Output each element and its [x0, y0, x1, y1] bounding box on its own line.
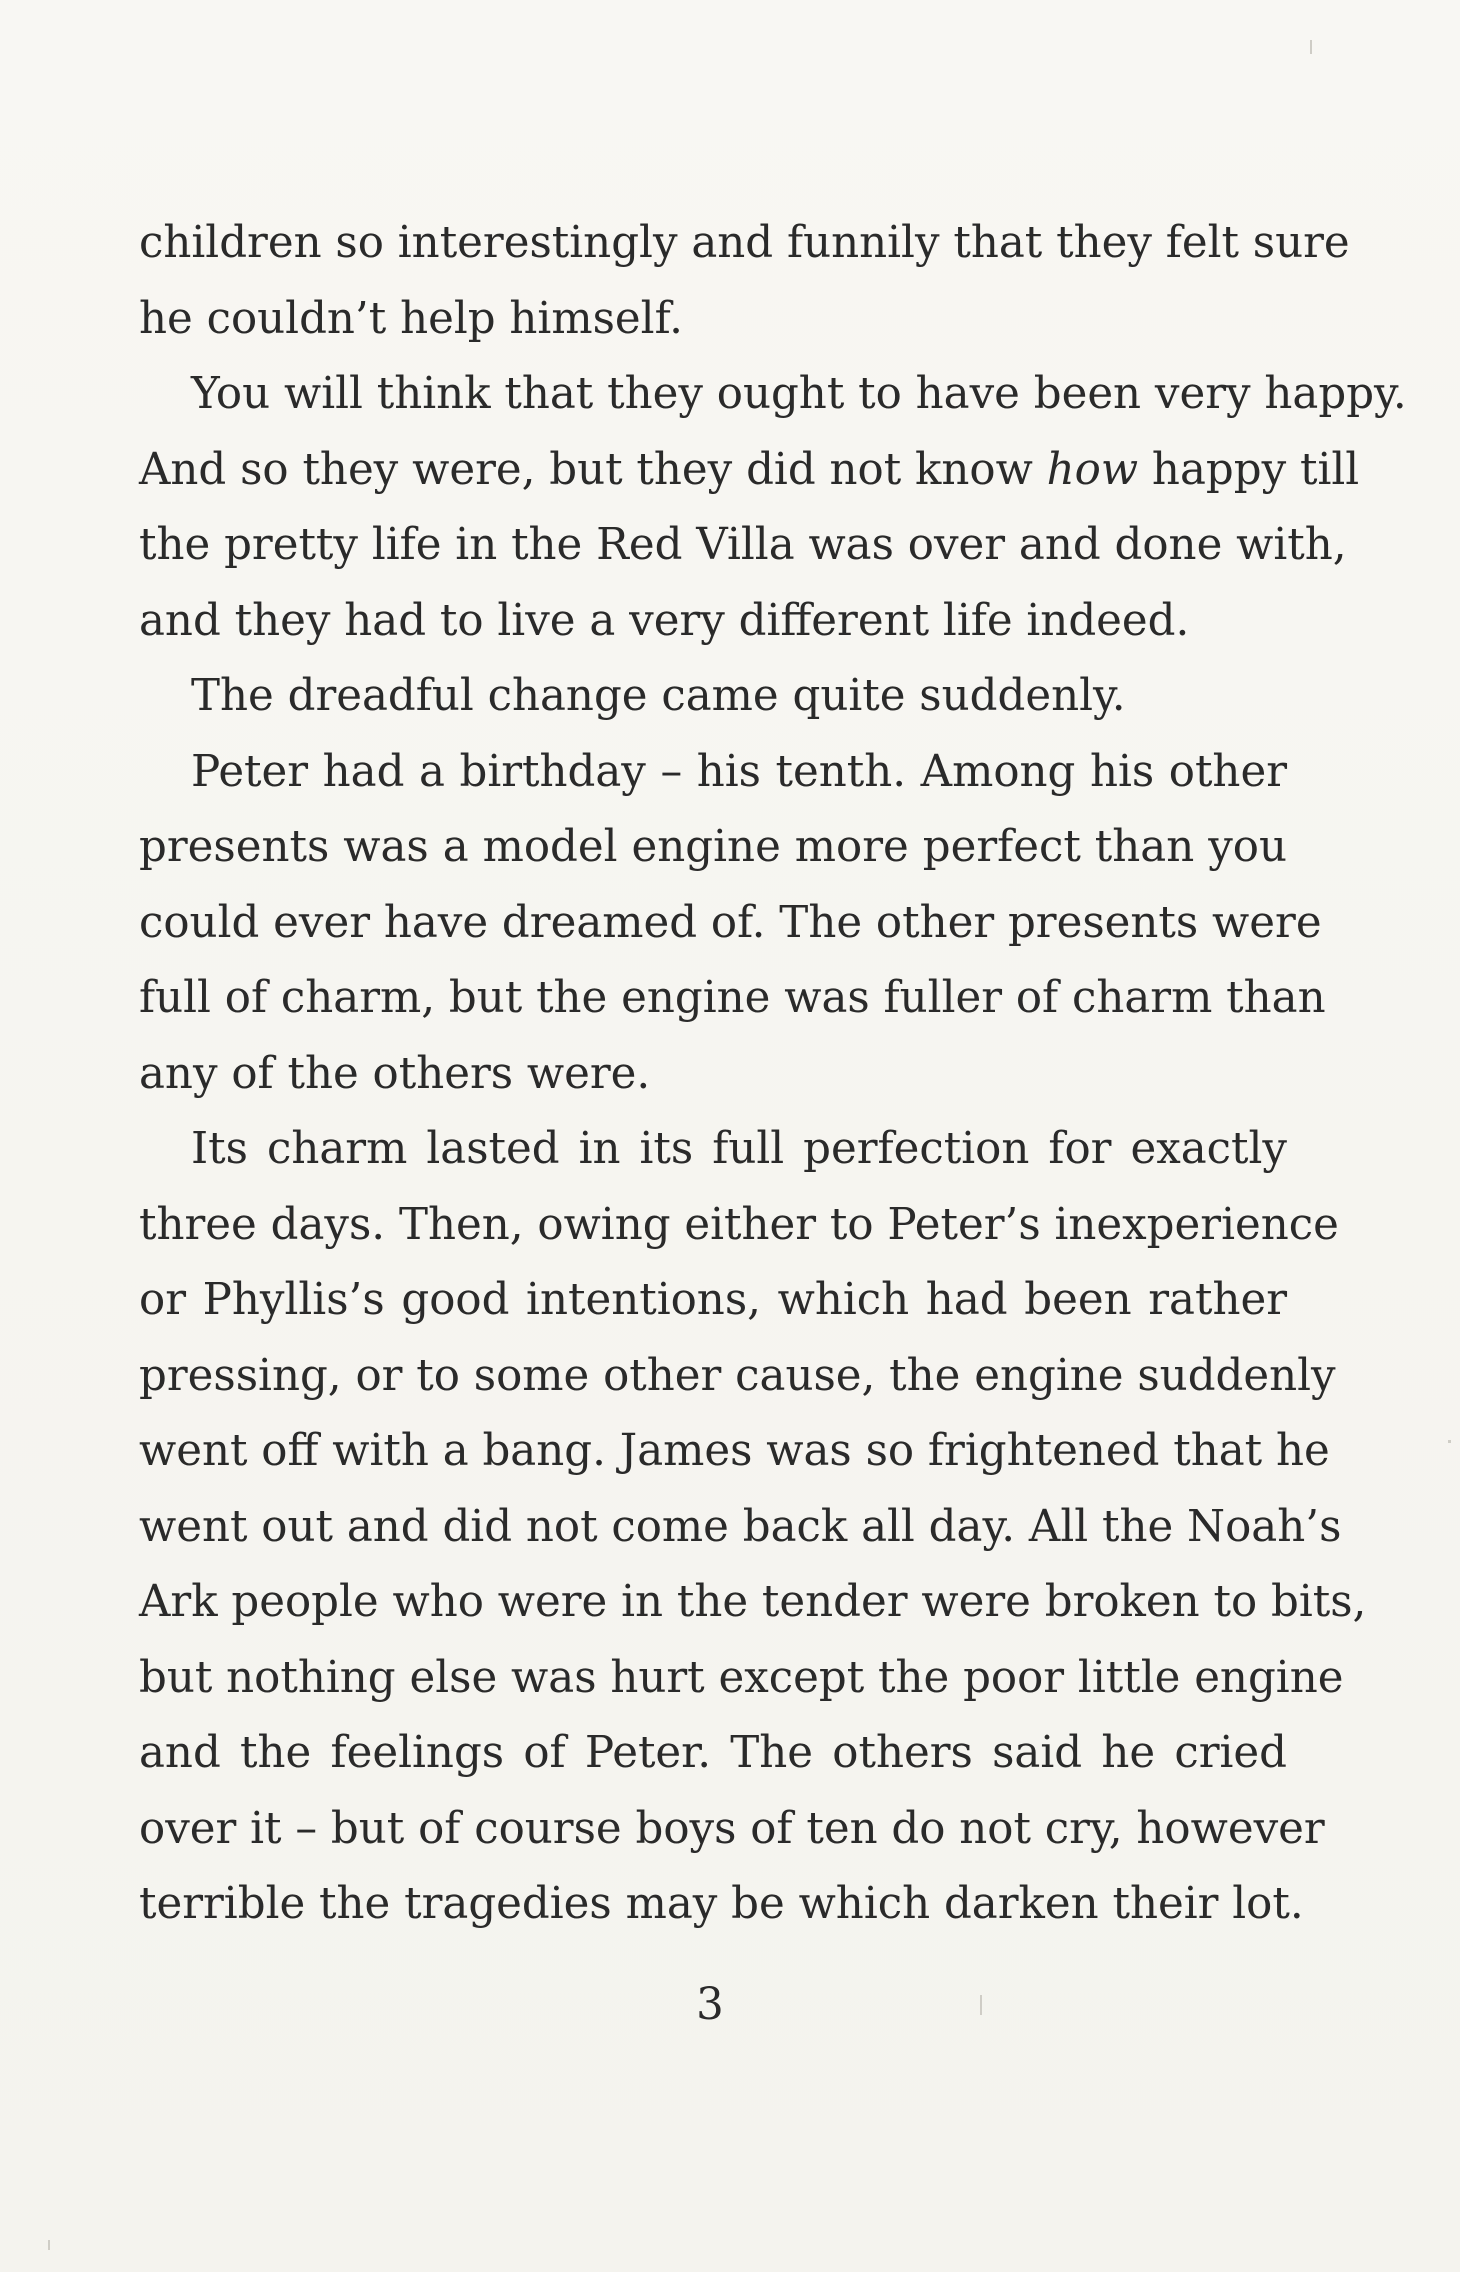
- text-line: over it – but of course boys of ten do not cry, however: [139, 1803, 1325, 1854]
- text-line: could ever have dreamed of. The other presents were: [139, 897, 1322, 948]
- text-line: You will think that they ought to have been very happy.: [191, 369, 1407, 419]
- text-line: and they had to live a very different life indeed.: [139, 595, 1190, 646]
- text-line: three days. Then, owing either to Peter’s inexperience: [139, 1199, 1339, 1250]
- text-line: [139, 433, 1360, 509]
- text-line: presents was a model engine more perfect than you: [139, 822, 1287, 872]
- text-line: went off with a bang. James was so frightened that he: [139, 1426, 1330, 1476]
- emphasis-how: how: [1046, 444, 1139, 495]
- text-line: children so interestingly and funnily that they felt sure: [139, 218, 1350, 268]
- text-line: Its charm lasted in its full perfection for exactly: [191, 1124, 1287, 1174]
- text-line: The dreadful change came quite suddenly.: [191, 671, 1126, 721]
- text-line: terrible the tragedies may be which darken their lot.: [139, 1879, 1304, 1929]
- paper-speck: [1448, 1440, 1451, 1443]
- paper-speck: [980, 1995, 982, 2015]
- text-line: Ark people who were in the tender were broken to bits,: [139, 1577, 1367, 1627]
- paper-speck: [1310, 40, 1312, 54]
- body-text: [139, 206, 1407, 1943]
- paper-speck: [48, 2240, 50, 2250]
- text-line: any of the others were.: [139, 1048, 651, 1099]
- text-line: pressing, or to some other cause, the engine suddenly: [139, 1350, 1336, 1401]
- text-segment: happy till: [1151, 444, 1360, 495]
- text-line: went out and did not come back all day. All the Noah’s: [139, 1501, 1342, 1552]
- text-line: but nothing else was hurt except the poor little engine: [139, 1652, 1344, 1703]
- text-line: he couldn’t help himself.: [139, 293, 683, 344]
- text-line: full of charm, but the engine was fuller of charm than: [139, 973, 1326, 1023]
- text-line: the pretty life in the Red Villa was over and done with,: [139, 520, 1347, 570]
- text-segment: And so they were, but they did not know: [139, 444, 1033, 495]
- text-line: or Phyllis’s good intentions, which had been rather: [139, 1275, 1287, 1325]
- text-line: Peter had a birthday – his tenth. Among his other: [191, 746, 1287, 797]
- page-number: 3: [696, 1980, 724, 2030]
- text-line: and the feelings of Peter. The others said he cried: [139, 1728, 1287, 1778]
